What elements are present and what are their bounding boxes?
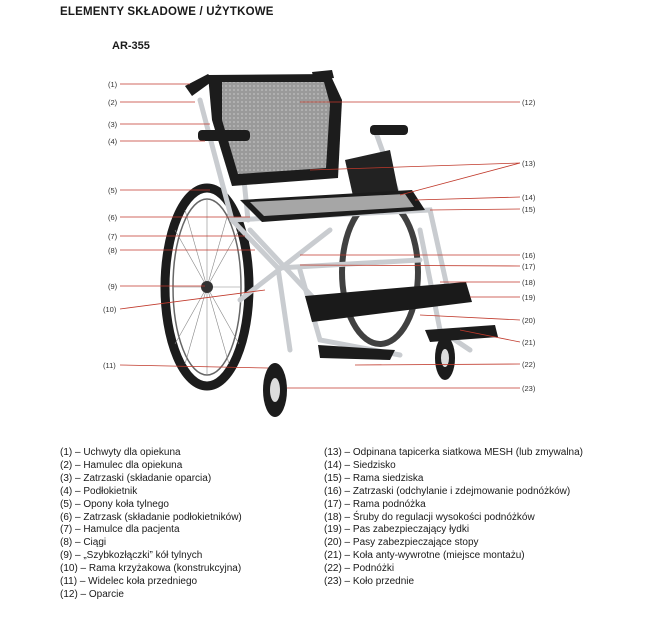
callout-20: (20) [522, 316, 536, 325]
legend-item: (3) – Zatrzaski (składanie oparcia) [60, 472, 212, 484]
legend-item: (5) – Opony koła tylnego [60, 498, 169, 510]
legend-item: (10) – Rama krzyżakowa (konstrukcyjna) [60, 563, 242, 575]
callout-13: (13) [522, 159, 536, 168]
legend-item: (11) – Widelec koła przedniego [60, 576, 198, 588]
legend-item: (23) – Koło przednie [324, 576, 415, 588]
callout-16: (16) [522, 251, 536, 260]
callout-2: (2) [108, 98, 118, 107]
callout-5: (5) [108, 186, 118, 195]
legend-item: (6) – Zatrzask (składanie podłokietników) [60, 511, 242, 523]
callout-1: (1) [108, 80, 118, 89]
legend-item: (13) – Odpinana tapicerka siatkowa MESH (lub zmywalna) [324, 447, 583, 458]
legend-item: (7) – Hamulce dla pacjenta [60, 524, 180, 536]
legend-item: (15) – Rama siedziska [324, 472, 424, 484]
callout-14: (14) [522, 193, 536, 202]
callout-23: (23) [522, 384, 536, 393]
legend-left [60, 447, 320, 602]
callout-6: (6) [108, 213, 118, 222]
legend-item: (4) – Podłokietnik [60, 485, 138, 497]
callout-15: (15) [522, 205, 536, 214]
callout-8: (8) [108, 246, 118, 255]
legend-item: (2) – Hamulec dla opiekuna [60, 459, 183, 471]
wheelchair-illustration [165, 70, 498, 417]
legend-item: (22) – Podnóżki [324, 563, 395, 575]
callout-17: (17) [522, 262, 536, 271]
callout-12: (12) [522, 98, 536, 107]
callout-10: (10) [103, 305, 117, 314]
callout-19: (19) [522, 293, 536, 302]
legend-item: (9) – „Szybkozłączki” kół tylnych [60, 550, 203, 562]
callout-9: (9) [108, 282, 118, 291]
legend-item: (18) – Śruby do regulacji wysokości podnóżków [324, 511, 535, 523]
legend-item: (16) – Zatrzaski (odchylanie i zdejmowanie podnóżków) [324, 485, 571, 497]
callout-4: (4) [108, 137, 118, 146]
callout-18: (18) [522, 278, 536, 287]
legend-item: (20) – Pasy zabezpieczające stopy [324, 537, 479, 549]
legend-item: (12) – Oparcie [60, 588, 124, 600]
page-heading: ELEMENTY SKŁADOWE / UŻYTKOWE [60, 6, 274, 18]
callout-11: (11) [103, 361, 116, 370]
callouts-left [103, 80, 118, 370]
legend-item: (1) – Uchwyty dla opiekuna [60, 447, 181, 458]
callout-3: (3) [108, 120, 118, 129]
model-number: AR-355 [112, 40, 150, 52]
callout-21: (21) [522, 338, 536, 347]
legend-item: (17) – Rama podnóżka [324, 498, 426, 510]
legend-item: (14) – Siedzisko [324, 459, 396, 471]
legend-item: (19) – Pas zabezpieczający łydki [324, 524, 470, 536]
callout-22: (22) [522, 360, 536, 369]
legend-item: (21) – Koła anty-wywrotne (miejsce montażu) [324, 550, 525, 562]
legend-right [324, 447, 664, 589]
callouts-right [522, 98, 536, 393]
legend-item: (8) – Ciągi [60, 537, 107, 549]
callout-7: (7) [108, 232, 118, 241]
